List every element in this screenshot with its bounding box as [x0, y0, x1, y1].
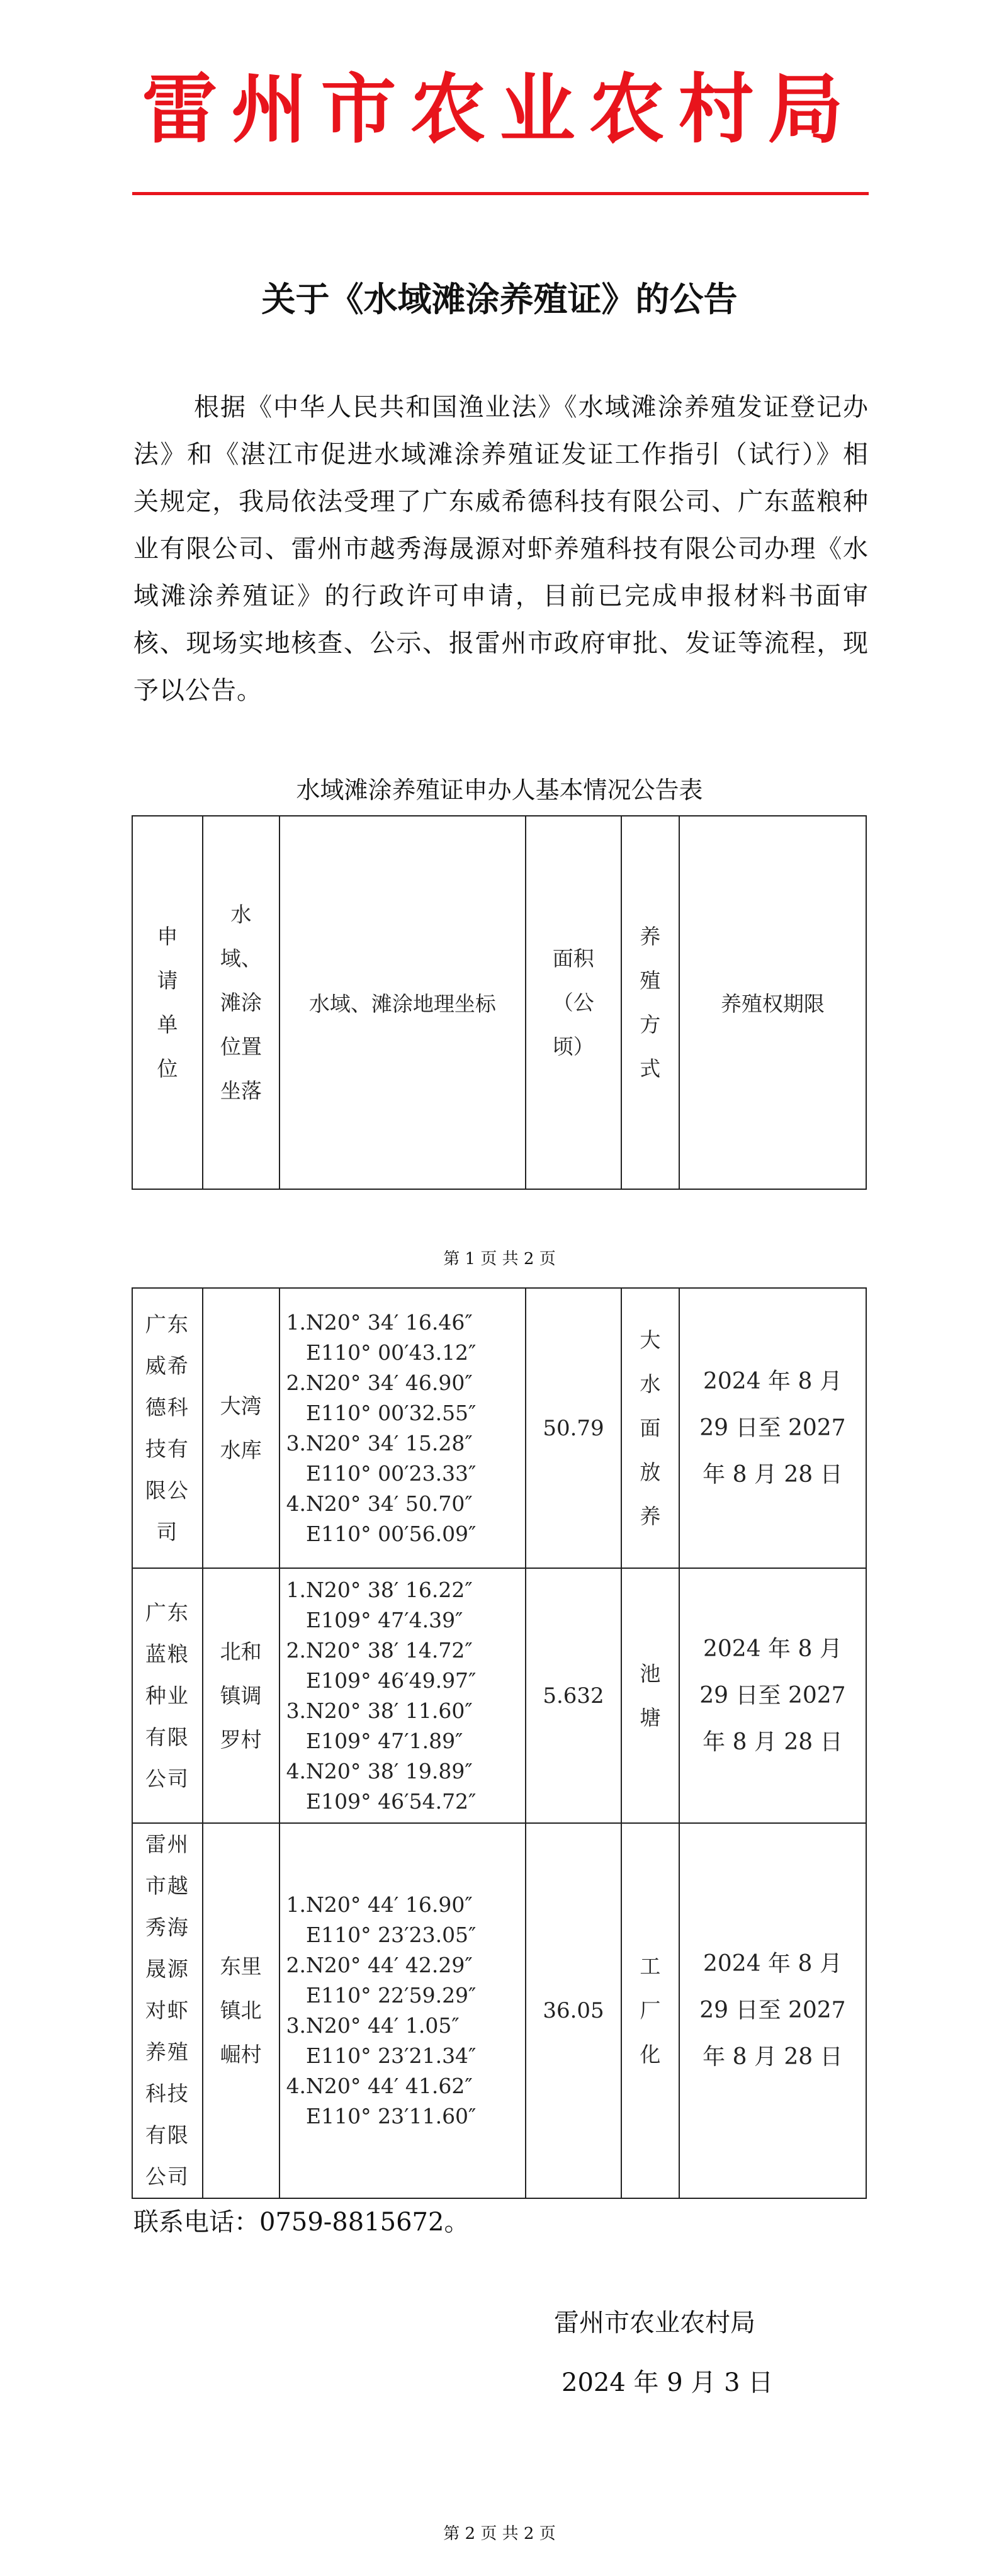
- notice-body: 根据《中华人民共和国渔业法》《水域滩涂养殖发证登记办法》和《湛江市促进水域滩涂养殖证发证工作指引（试行）》相关规定，我局依法受理了广东威希德科技有限公司、广东蓝粮种业有限公司、雷州市越秀海晟源对虾养殖科技有限公司办理《水域滩涂养殖证》的行政许可申请，目前已完成申报材料书面审核、现场实地核查、公示、报雷州市政府审批、发证等流程，现予以公告。: [133, 393, 869, 705]
- table-row: [132, 1568, 866, 1823]
- row-location: 北和镇调罗村: [203, 1568, 279, 1823]
- header-period: 养殖权期限: [679, 816, 866, 1189]
- row-area: 50.79: [526, 1288, 621, 1568]
- coord-line: 1.N20° 44′ 16.90″: [286, 1892, 473, 1917]
- row-unit: 广东蓝粮种业有限公司: [132, 1568, 203, 1823]
- coord-line: E110° 00′32.55″: [286, 1400, 477, 1425]
- table-caption: 水域滩涂养殖证申办人基本情况公告表: [296, 776, 703, 804]
- row-location: 东里镇北崛村: [203, 1823, 279, 2198]
- coord-line: E109° 46′49.97″: [286, 1668, 477, 1693]
- row-unit: 广东威希德科技有限公司: [132, 1288, 203, 1568]
- row-period: 2024 年 8 月 29 日至 2027 年 8 月 28 日: [679, 1568, 866, 1823]
- row-coords: [279, 1288, 526, 1568]
- coord-line: E109° 46′54.72″: [286, 1788, 477, 1814]
- coord-line: E110° 00′56.09″: [286, 1521, 477, 1546]
- header-red-rule: [132, 192, 869, 195]
- coord-line: E110° 23′11.60″: [286, 2104, 477, 2128]
- page-number-2: 第 2 页 共 2 页: [443, 2524, 556, 2543]
- header-location: 水域、滩涂位置坐落: [203, 816, 279, 1189]
- coord-line: 2.N20° 38′ 14.72″: [286, 1637, 473, 1663]
- coord-line: E109° 47′1.89″: [286, 1728, 463, 1753]
- org-header-title: 雷州市农业农村局: [142, 66, 857, 154]
- coord-line: E110° 00′23.33″: [286, 1460, 477, 1486]
- row-area: 36.05: [526, 1823, 621, 2198]
- coord-line: 1.N20° 38′ 16.22″: [286, 1577, 473, 1602]
- coord-line: 4.N20° 38′ 19.89″: [286, 1758, 473, 1783]
- row-area: 5.632: [526, 1568, 621, 1823]
- row-coords: [279, 1823, 526, 2198]
- contact-phone: 联系电话：0759-8815672。: [133, 2208, 470, 2237]
- table-row: [132, 1823, 866, 2198]
- coord-line: E109° 47′4.39″: [286, 1607, 463, 1632]
- coord-line: E110° 00′43.12″: [286, 1340, 477, 1365]
- coord-line: 2.N20° 34′ 46.90″: [286, 1370, 473, 1395]
- coord-line: E110° 22′59.29″: [286, 1983, 477, 2008]
- coord-line: 3.N20° 34′ 15.28″: [286, 1430, 473, 1455]
- coord-line: 2.N20° 44′ 42.29″: [286, 1953, 473, 1977]
- row-coords: [279, 1568, 526, 1823]
- coord-line: 4.N20° 34′ 50.70″: [286, 1491, 473, 1516]
- row-location: 大湾水库: [203, 1288, 279, 1568]
- coord-line: 3.N20° 38′ 11.60″: [286, 1698, 473, 1723]
- signature-date: 2024 年 9 月 3 日: [562, 2368, 774, 2397]
- row-method: 大水面放养: [621, 1288, 679, 1568]
- license-table-header: [132, 815, 867, 1190]
- coord-line: 1.N20° 34′ 16.46″: [286, 1309, 473, 1335]
- notice-title: 关于《水域滩涂养殖证》的公告: [261, 279, 738, 319]
- row-unit: 雷州市越秀海晟源对虾养殖科技有限公司: [132, 1823, 203, 2198]
- row-period: 2024 年 8 月 29 日至 2027 年 8 月 28 日: [679, 1288, 866, 1568]
- row-period: 2024 年 8 月 29 日至 2027 年 8 月 28 日: [679, 1823, 866, 2198]
- table-row: [132, 1288, 866, 1568]
- header-unit: 申请单位: [132, 816, 203, 1189]
- header-coords: 水域、滩涂地理坐标: [279, 816, 526, 1189]
- signature-org: 雷州市农业农村局: [554, 2308, 755, 2337]
- header-method: 养殖方式: [621, 816, 679, 1189]
- coord-line: 3.N20° 44′ 1.05″: [286, 2013, 460, 2038]
- coord-line: E110° 23′23.05″: [286, 1923, 477, 1947]
- coord-line: 4.N20° 44′ 41.62″: [286, 2074, 473, 2098]
- header-area: 面积（公顷）: [526, 816, 621, 1189]
- row-method: 工厂化: [621, 1823, 679, 2198]
- page-number-1: 第 1 页 共 2 页: [443, 1250, 556, 1268]
- coord-line: E110° 23′21.34″: [286, 2043, 477, 2068]
- row-method: 池塘: [621, 1568, 679, 1823]
- license-table-body: [132, 1287, 867, 2199]
